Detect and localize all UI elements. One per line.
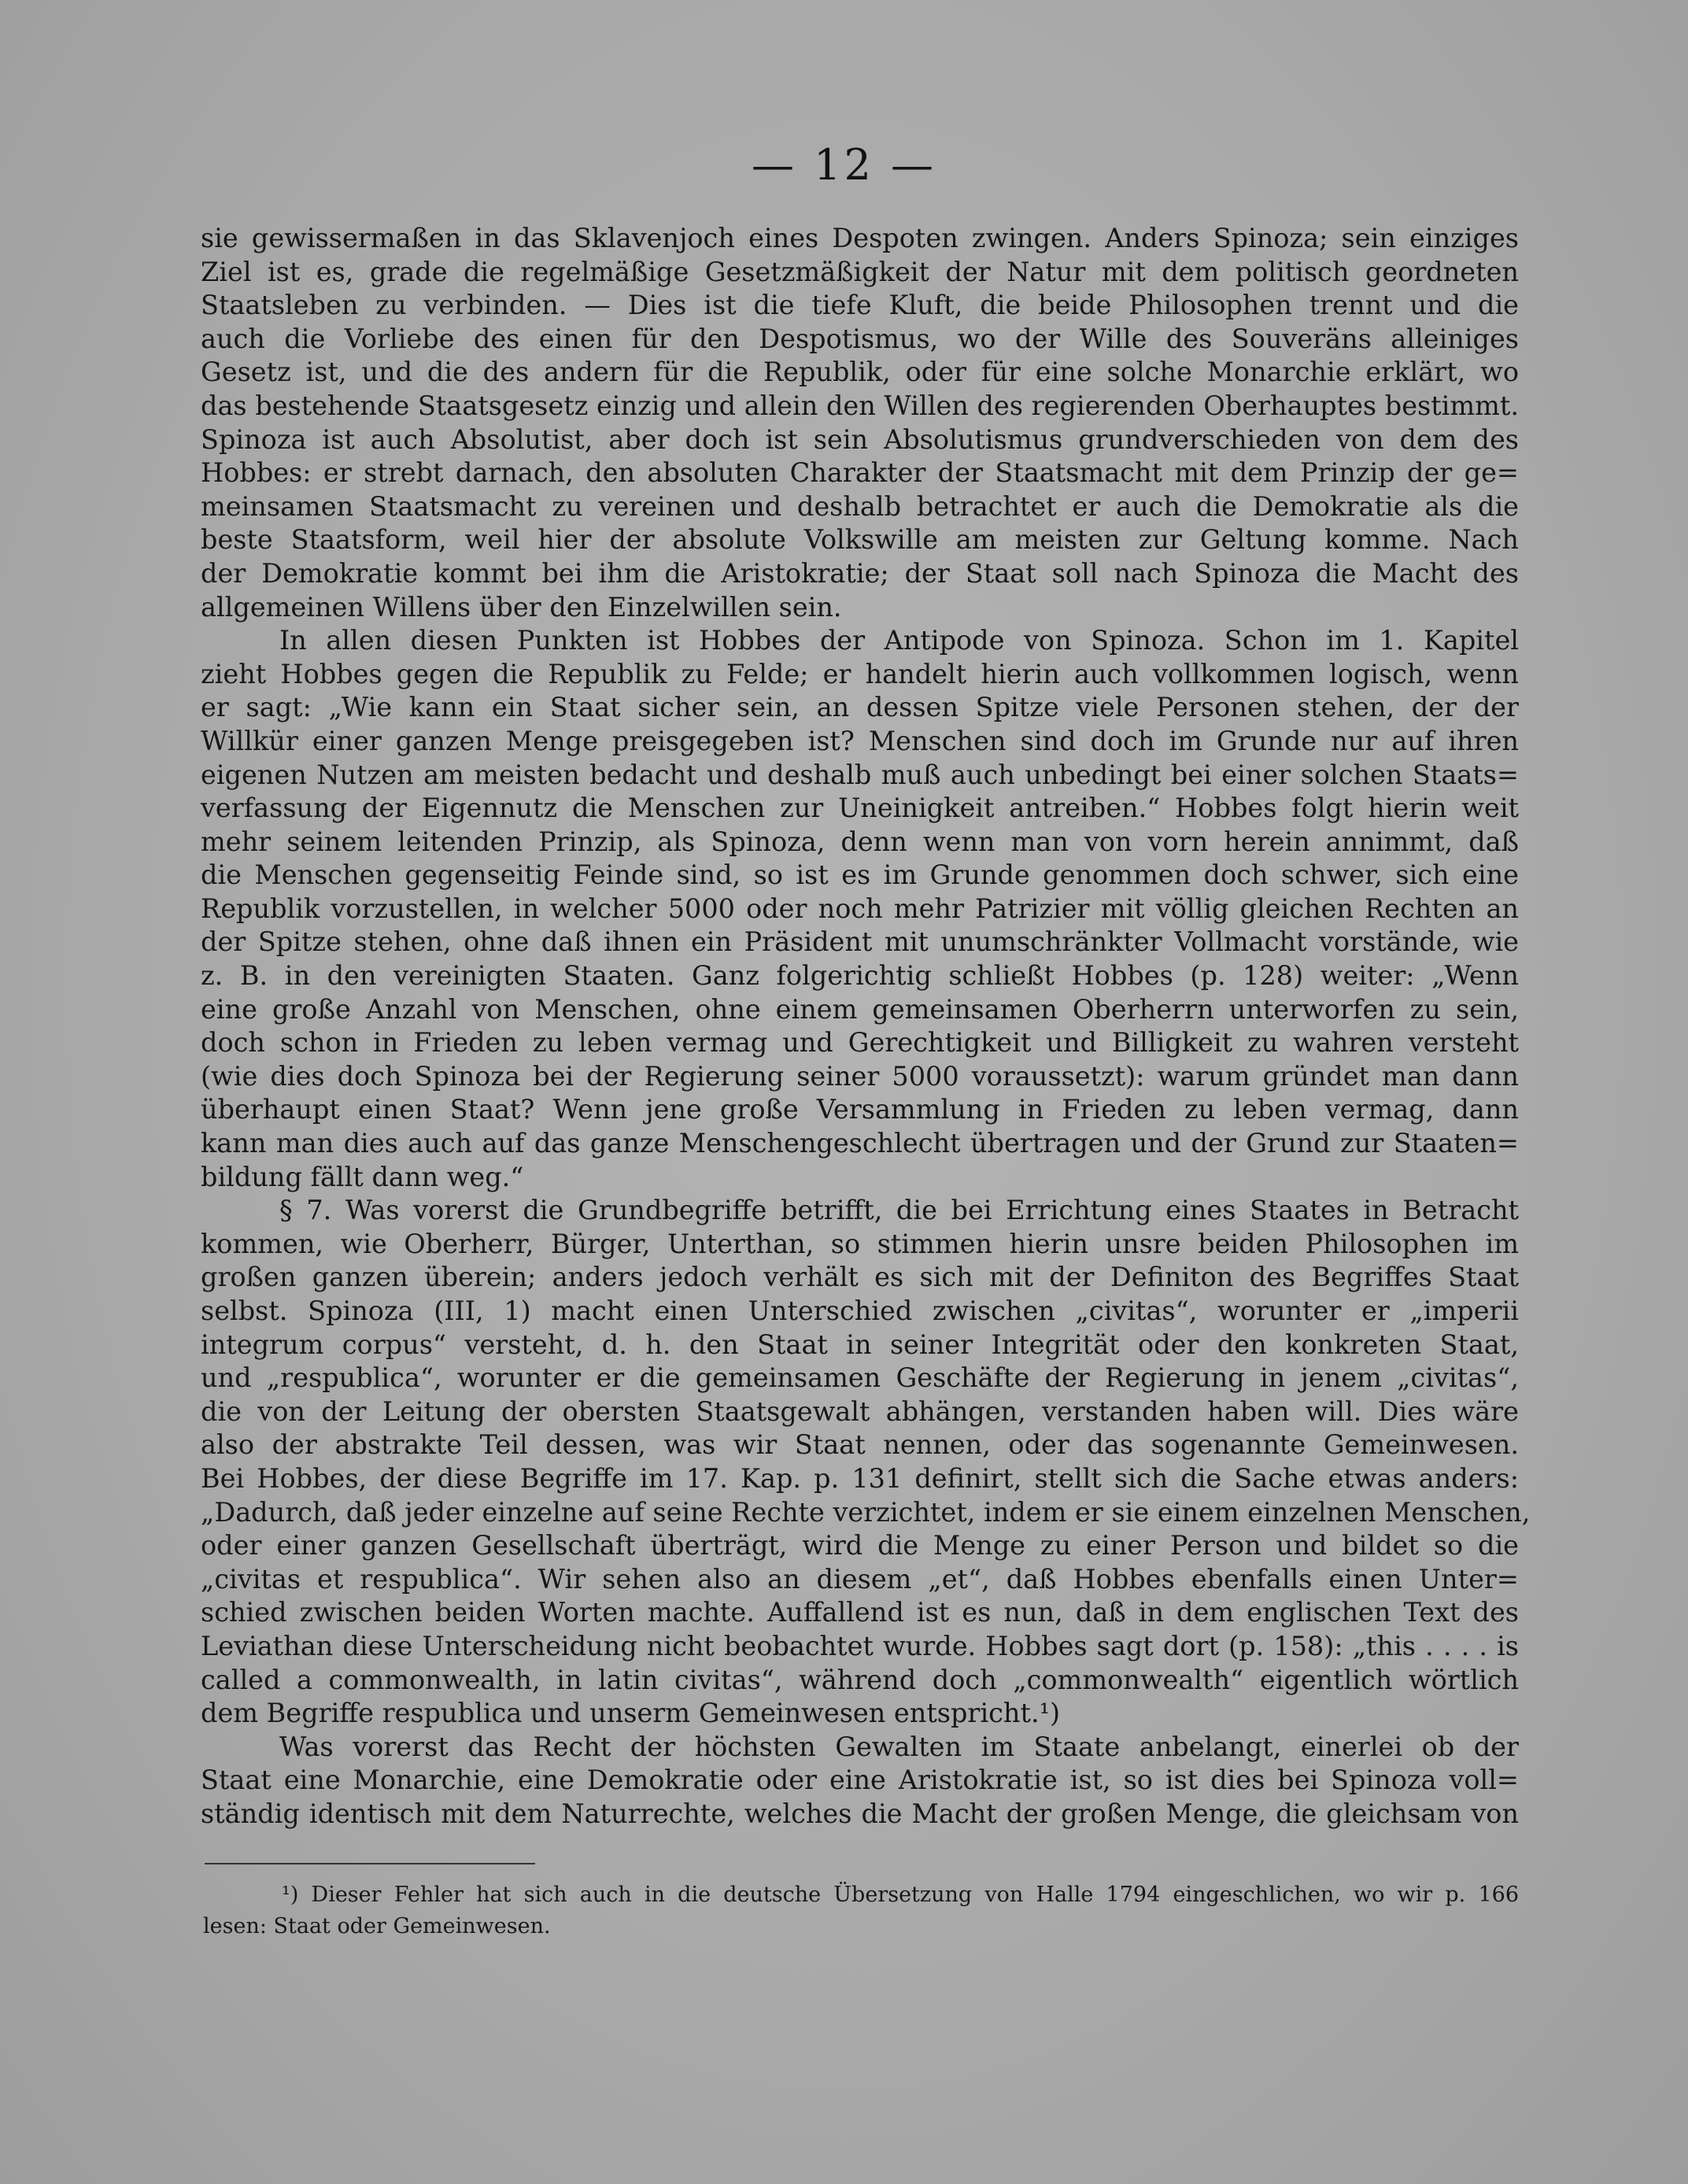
text-line: also der abstrakte Teil dessen, was wir Staat nennen, oder das sogenannte Gemeinwesen. — [201, 1429, 1519, 1461]
text-line: Republik vorzustellen, in welcher 5000 oder noch mehr Patrizier mit völlig gleichen Rechten an — [201, 892, 1519, 924]
footnotes — [203, 1879, 1519, 1942]
text-line: kann man dies auch auf das ganze Menschengeschlecht übertragen und der Grund zur Staaten= — [201, 1128, 1519, 1159]
text-line: Staat eine Monarchie, eine Demokratie oder eine Aristokratie ist, so ist dies bei Spinoza voll= — [201, 1765, 1519, 1796]
text-line: kommen, wie Oberherr, Bürger, Unterthan, so stimmen hierin unsre beiden Philosophen im — [201, 1228, 1519, 1259]
text-line: dem Begriffe respublica und unserm Gemeinwesen entspricht.¹) — [201, 1698, 1061, 1729]
text-line: mehr seinem leitenden Prinzip, als Spinoza, denn wenn man von vorn herein annimmt, daß — [201, 826, 1519, 857]
text-line: integrum corpus“ versteht, d. h. den Staat in seiner Integrität oder den konkreten Staat, — [201, 1329, 1519, 1360]
text-line: großen ganzen überein; anders jedoch verhält es sich mit der Definiton des Begriffes Staat — [201, 1262, 1519, 1293]
text-line: Willkür einer ganzen Menge preisgegeben ist? Menschen sind doch im Grunde nur auf ihren — [201, 725, 1519, 756]
text-line: oder einer ganzen Gesellschaft überträgt, wird die Menge zu einer Person und bildet so die — [201, 1530, 1519, 1561]
text-line: eine große Anzahl von Menschen, ohne einem gemeinsamen Oberherrn unterworfen zu sein, — [201, 993, 1519, 1025]
text-line: z. B. in den vereinigten Staaten. Ganz folgerichtig schließt Hobbes (p. 128) weiter: „Wenn — [201, 960, 1519, 992]
text-line: das bestehende Staatsgesetz einzig und allein den Willen des regierenden Oberhauptes bestimmt. — [201, 390, 1520, 421]
text-line: auch die Vorliebe des einen für den Despotismus, wo der Wille des Souveräns alleiniges — [201, 323, 1519, 354]
text-line: Spinoza ist auch Absolutist, aber doch ist sein Absolutismus grundverschieden von dem des — [201, 423, 1519, 455]
text-line: Leviathan diese Unterscheidung nicht beobachtet wurde. Hobbes sagt dort (p. 158): „this . . . . is — [201, 1630, 1519, 1661]
text-line: „Dadurch, daß jeder einzelne auf seine Rechte verzichtet, indem er sie einem einzelnen Menschen, — [201, 1496, 1531, 1528]
text-line: allgemeinen Willens über den Einzelwillen sein. — [201, 591, 842, 623]
text-line: selbst. Spinoza (III, 1) macht einen Unterschied zwischen „civitas“, worunter er „imperii — [201, 1295, 1519, 1326]
text-line: Staatsleben zu verbinden. — Dies ist die tiefe Kluft, die beide Philosophen trennt und die — [201, 290, 1519, 321]
text-line: überhaupt einen Staat? Wenn jene große Versammlung in Frieden zu leben vermag, dann — [201, 1094, 1519, 1125]
text-line: bildung fällt dann weg.“ — [201, 1161, 524, 1192]
text-line: der Spitze stehen, ohne daß ihnen ein Präsident mit unumschränkter Vollmacht vorstände, wie — [201, 926, 1519, 958]
footnote-line: ¹) Dieser Fehler hat sich auch in die deutsche Übersetzung von Halle 1794 eingeschlichen, wo wir p. 166 — [282, 1883, 1519, 1907]
text-line: Gesetz ist, und die des andern für die Republik, oder für eine solche Monarchie erklärt, wo — [201, 357, 1519, 388]
text-line: Was vorerst das Recht der höchsten Gewalten im Staate anbelangt, einerlei ob der — [279, 1731, 1519, 1762]
text-line: doch schon in Frieden zu leben vermag und Gerechtigkeit und Billigkeit zu wahren versteht — [201, 1027, 1519, 1059]
text-line: ständig identisch mit dem Naturrechte, welches die Macht der großen Menge, die gleichsam von — [201, 1798, 1519, 1829]
text-line: Ziel ist es, grade die regelmäßige Gesetzmäßigkeit der Natur mit dem politisch geordneten — [201, 256, 1519, 287]
text-line: § 7. Was vorerst die Grundbegriffe betrifft, die bei Errichtung eines Staates in Betracht — [279, 1195, 1519, 1226]
text-line: (wie dies doch Spinoza bei der Regierung seiner 5000 voraussetzt): warum gründet man dann — [201, 1060, 1519, 1092]
text-line: zieht Hobbes gegen die Republik zu Felde; er handelt hierin auch vollkommen logisch, wenn — [201, 658, 1519, 689]
page-number: — 12 — — [751, 140, 937, 190]
text-line: beste Staatsform, weil hier der absolute Volkswille am meisten zur Geltung komme. Nach — [201, 524, 1519, 556]
text-line: Hobbes: er strebt darnach, den absoluten Charakter der Staatsmacht mit dem Prinzip der ge= — [201, 457, 1519, 489]
text-line: er sagt: „Wie kann ein Staat sicher sein, an dessen Spitze viele Personen stehen, der der — [201, 692, 1519, 723]
body-text — [201, 222, 1531, 1831]
text-line: meinsamen Staatsmacht zu vereinen und deshalb betrachtet er auch die Demokratie als die — [201, 490, 1519, 522]
footnote-line: lesen: Staat oder Gemeinwesen. — [203, 1914, 551, 1938]
text-line: called a commonwealth, in latin civitas“, während doch „commonwealth“ eigentlich wörtlich — [201, 1664, 1519, 1695]
text-line: „civitas et respublica“. Wir sehen also an diesem „et“, daß Hobbes ebenfalls einen Unter= — [201, 1563, 1519, 1595]
text-line: der Demokratie kommt bei ihm die Aristokratie; der Staat soll nach Spinoza die Macht des — [201, 557, 1519, 589]
footnote-rule — [205, 1863, 535, 1864]
text-line: In allen diesen Punkten ist Hobbes der Antipode von Spinoza. Schon im 1. Kapitel — [279, 625, 1519, 656]
text-line: sie gewissermaßen in das Sklavenjoch eines Despoten zwingen. Anders Spinoza; sein einziges — [201, 223, 1519, 253]
text-line: die von der Leitung der obersten Staatsgewalt abhängen, verstanden haben will. Dies wäre — [201, 1395, 1519, 1427]
text-line: schied zwischen beiden Worten machte. Auffallend ist es nun, daß in dem englischen Text des — [201, 1597, 1519, 1628]
text-line: Bei Hobbes, der diese Begriffe im 17. Kap. p. 131 definirt, stellt sich die Sache etwas anders: — [201, 1462, 1519, 1494]
text-line: und „respublica“, worunter er die gemeinsamen Geschäfte der Regierung in jenem „civitas“, — [201, 1362, 1519, 1394]
text-line: die Menschen gegenseitig Feinde sind, so ist es im Grunde genommen doch schwer, sich eine — [201, 859, 1519, 891]
text-line: verfassung der Eigennutz die Menschen zur Uneinigkeit antreiben.“ Hobbes folgt hierin weit — [201, 793, 1519, 824]
text-line: eigenen Nutzen am meisten bedacht und deshalb muß auch unbedingt bei einer solchen Staats= — [201, 759, 1519, 790]
